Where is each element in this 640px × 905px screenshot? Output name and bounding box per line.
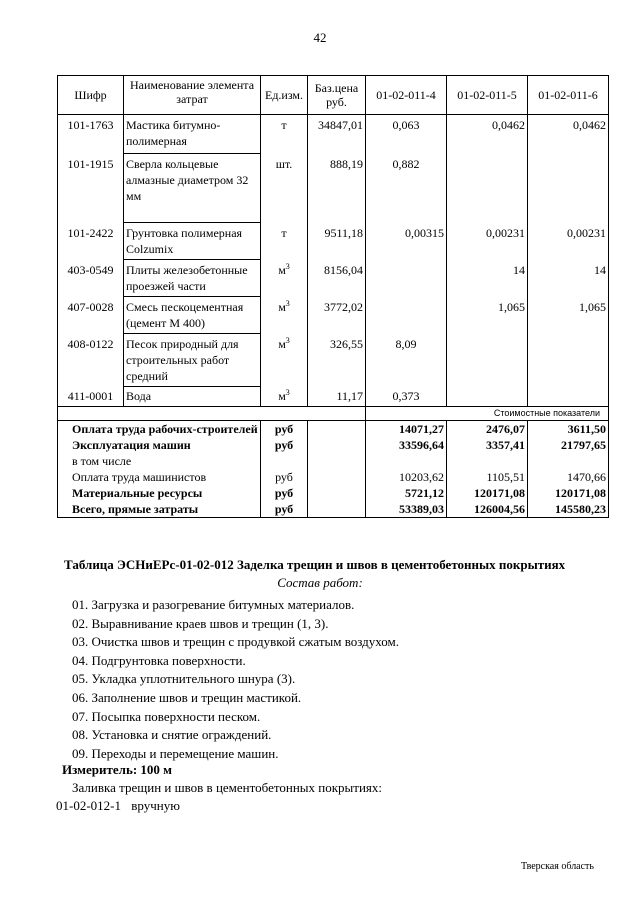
material-unit	[261, 115, 308, 154]
material-code: 411-0001	[58, 387, 124, 407]
unit-sup: 3	[285, 387, 290, 397]
work-item: 09. Переходы и перемещение машин.	[72, 745, 279, 761]
material-code: 101-1915	[58, 154, 124, 223]
unit-text: т	[281, 118, 287, 132]
material-price: 9511,18	[308, 223, 366, 260]
work-item: 02. Выравнивание краев швов и трещин (1, 3).	[72, 615, 329, 631]
material-price: 888,19	[308, 154, 366, 223]
unit-text: т	[281, 225, 287, 240]
summary-value-2: 2476,07	[447, 421, 528, 438]
work-item: 04. Подгрунтовка поверхности.	[72, 652, 246, 668]
material-name: Грунтовка полимерная Colzumix	[124, 223, 261, 260]
summary-price-blank	[308, 469, 366, 485]
works-list	[72, 596, 399, 763]
summary-label: Эксплуатация машин	[58, 437, 261, 453]
material-value-3	[528, 387, 609, 407]
unit-text: м	[278, 388, 286, 403]
header-col-2: 01-02-011-5	[447, 76, 528, 115]
table-row	[58, 260, 609, 297]
material-value-2: 14	[447, 260, 528, 297]
summary-unit: руб	[261, 437, 308, 453]
summary-value-3: 120171,08	[528, 485, 609, 501]
work-item: 05. Укладка уплотнительного шнура (3).	[72, 671, 296, 687]
summary-value-1	[366, 453, 447, 469]
rate-code: 01-02-012-1	[56, 798, 121, 813]
measure-description: Заливка трещин и швов в цементобетонных покрытиях:	[72, 780, 382, 795]
material-name: Мастика битумно-полимерная	[124, 115, 261, 154]
table-row	[58, 297, 609, 334]
summary-label: Оплата труда рабочих-строителей	[58, 421, 261, 438]
summary-price-blank	[308, 421, 366, 438]
summary-price-blank	[308, 501, 366, 518]
material-code: 101-2422	[58, 223, 124, 260]
footer-region: Тверская область	[520, 861, 594, 872]
table-row	[58, 223, 609, 260]
summary-label: Оплата труда машинистов	[58, 469, 261, 485]
header-col-3: 01-02-011-6	[528, 76, 609, 115]
table-row	[58, 334, 609, 387]
summary-value-2: 1105,51	[447, 469, 528, 485]
summary-price-blank	[308, 437, 366, 453]
material-unit	[261, 297, 308, 334]
section-subtitle: Состав работ:	[277, 575, 363, 590]
material-price: 34847,01	[308, 115, 366, 154]
material-value-3	[528, 334, 609, 387]
header-code: Шифр	[58, 76, 124, 115]
material-value-2	[447, 387, 528, 407]
summary-value-3: 21797,65	[528, 437, 609, 453]
material-unit	[261, 154, 308, 223]
material-value-3: 14	[528, 260, 609, 297]
summary-unit: руб	[261, 421, 308, 438]
material-unit	[261, 387, 308, 407]
summary-unit	[261, 453, 308, 469]
unit-sup: 3	[285, 335, 290, 345]
material-value-1: 0,00315	[366, 223, 447, 260]
material-name: Смесь пескоцементная (цемент М 400)	[124, 297, 261, 334]
summary-row	[58, 437, 609, 453]
material-value-1: 8,09	[366, 334, 447, 387]
rate-line	[56, 798, 180, 814]
summary-label: Всего, прямые затраты	[58, 501, 261, 518]
material-value-2: 1,065	[447, 297, 528, 334]
unit-text: м	[278, 262, 286, 277]
material-name: Плиты железобетонные проезжей части	[124, 260, 261, 297]
work-item: 08. Установка и снятие ограждений.	[72, 727, 272, 743]
cost-indicators-label: Стоимостные показатели	[366, 407, 609, 421]
material-value-3	[528, 154, 609, 223]
unit-text: шт.	[275, 156, 293, 171]
material-code: 407-0028	[58, 297, 124, 334]
material-value-2: 0,00231	[447, 223, 528, 260]
summary-value-2: 126004,56	[447, 501, 528, 518]
table-row	[58, 387, 609, 407]
material-value-1: 0,063	[366, 115, 447, 154]
summary-value-2: 120171,08	[447, 485, 528, 501]
material-value-2: 0,0462	[447, 115, 528, 154]
summary-value-3: 145580,23	[528, 501, 609, 518]
summary-value-3: 1470,66	[528, 469, 609, 485]
material-value-1	[366, 297, 447, 334]
summary-unit: руб	[261, 485, 308, 501]
material-price: 3772,02	[308, 297, 366, 334]
unit-text: м	[278, 299, 286, 314]
summary-row	[58, 485, 609, 501]
summary-label: Материальные ресурсы	[58, 485, 261, 501]
material-unit	[261, 334, 308, 387]
material-price: 11,17	[308, 387, 366, 407]
costs-table	[57, 75, 609, 518]
summary-value-1: 5721,12	[366, 485, 447, 501]
work-item: 06. Заполнение швов и трещин мастикой.	[72, 689, 302, 705]
material-value-1: 0,373	[366, 387, 447, 407]
summary-price-blank	[308, 485, 366, 501]
summary-value-1: 53389,03	[366, 501, 447, 518]
summary-row	[58, 421, 609, 438]
material-value-1: 0,882	[366, 154, 447, 223]
summary-value-1: 14071,27	[366, 421, 447, 438]
rate-name: вручную	[131, 798, 180, 813]
material-value-3: 1,065	[528, 297, 609, 334]
summary-row	[58, 501, 609, 518]
summary-price-blank	[308, 453, 366, 469]
section-title: Таблица ЭСНиЕРс-01-02-012 Заделка трещин и швов в цементобетонных покрытиях	[64, 557, 566, 572]
material-price: 326,55	[308, 334, 366, 387]
material-value-3: 0,00231	[528, 223, 609, 260]
summary-value-3	[528, 453, 609, 469]
work-item: 03. Очистка швов и трещин с продувкой сжатым воздухом.	[72, 634, 400, 650]
page-number: 42	[313, 30, 327, 45]
summary-value-2	[447, 453, 528, 469]
unit-text: м	[278, 336, 286, 351]
material-value-3: 0,0462	[528, 115, 609, 154]
summary-value-2: 3357,41	[447, 437, 528, 453]
material-name: Сверла кольцевые алмазные диаметром 32 мм	[124, 154, 261, 223]
material-value-1	[366, 260, 447, 297]
summary-row	[58, 453, 609, 469]
material-code: 408-0122	[58, 334, 124, 387]
material-name: Песок природный для строительных работ средний	[124, 334, 261, 387]
material-unit	[261, 260, 308, 297]
material-value-2	[447, 334, 528, 387]
header-col-1: 01-02-011-4	[366, 76, 447, 115]
summary-value-1: 10203,62	[366, 469, 447, 485]
summary-label: в том числе	[58, 453, 261, 469]
table-row	[58, 115, 609, 154]
material-code: 403-0549	[58, 260, 124, 297]
material-name: Вода	[124, 387, 261, 407]
material-unit	[261, 223, 308, 260]
material-value-2	[447, 154, 528, 223]
measure-unit: Измеритель: 100 м	[62, 762, 173, 777]
unit-sup: 3	[285, 298, 290, 308]
work-item: 07. Посыпка поверхности песком.	[72, 708, 261, 724]
summary-value-1: 33596,64	[366, 437, 447, 453]
material-code: 101-1763	[58, 115, 124, 154]
header-price: Баз.цена руб.	[308, 76, 366, 115]
material-price: 8156,04	[308, 260, 366, 297]
summary-value-3: 3611,50	[528, 421, 609, 438]
header-name: Наименование элемента затрат	[124, 76, 261, 115]
cost-indicators-spacer	[58, 407, 366, 421]
work-item: 01. Загрузка и разогревание битумных материалов.	[72, 597, 355, 612]
cost-indicators-row	[58, 407, 609, 421]
table-row	[58, 154, 609, 223]
summary-unit: руб	[261, 501, 308, 518]
unit-sup: 3	[285, 261, 290, 271]
summary-row	[58, 469, 609, 485]
table-header-row	[58, 76, 609, 115]
summary-unit: руб	[261, 469, 308, 485]
header-unit: Ед.изм.	[261, 76, 308, 115]
